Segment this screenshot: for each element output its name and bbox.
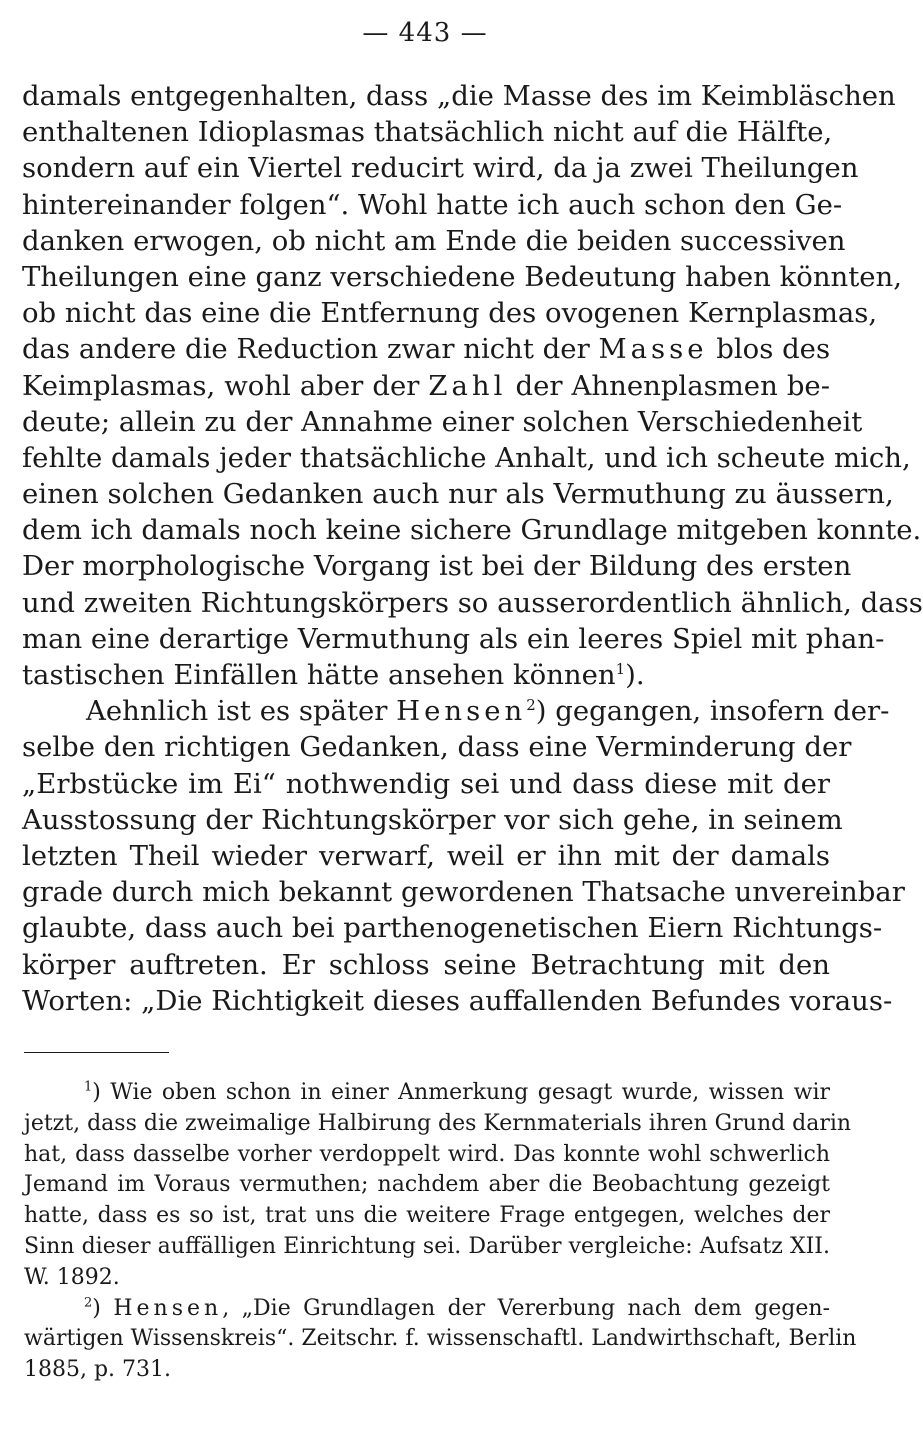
text-line: deute; allein zu der Annahme einer solchen Verschiedenheit: [22, 405, 863, 438]
text-segment: tastischen Einfällen hätte ansehen können: [22, 659, 616, 691]
footnote-ref-1[interactable]: 1: [615, 659, 626, 678]
text-line: Ausstossung der Richtungskörper vor sich gehe, in seinem: [22, 803, 843, 836]
text-segment: ) gegangen, insofern der-: [535, 695, 890, 728]
text-line: [22, 693, 890, 729]
text-line: Der morphologische Vorgang ist bei der Bildung des ersten: [22, 550, 852, 583]
footnotes: [24, 1078, 857, 1386]
footnote-divider: [24, 1052, 169, 1053]
footnote-line: jetzt, dass die zweimalige Halbirung des Kernmaterials ihren Grund darin: [24, 1110, 852, 1136]
text-segment: der Ahnenplasmen be-: [506, 369, 831, 402]
footnote-line: hatte, dass es so ist, trat uns die weitere Frage entgegen, welches der: [24, 1203, 830, 1229]
text-line: [22, 368, 830, 404]
footnote-line: hat, dass dasselbe vorher verdoppelt wird. Das konnte wohl schwerlich: [24, 1141, 830, 1167]
text-line: und zweiten Richtungskörpers so ausserordentlich ähnlich, dass: [22, 586, 923, 619]
text-segment: Aehnlich ist es später: [86, 695, 397, 728]
text-segment: blos des: [707, 333, 831, 366]
emphasis-spaced: Zahl: [428, 369, 507, 402]
text-line: Worten: „Die Richtigkeit dieses auffallenden Befundes voraus-: [22, 984, 893, 1017]
text-segment: ) Wie oben schon in einer Anmerkung gesagt wurde, wissen wir: [92, 1080, 830, 1105]
text-line: dem ich damals noch keine sichere Grundlage mitgeben konnte.: [22, 514, 922, 547]
text-line: ob nicht das eine die Entfernung des ovogenen Kernplasmas,: [22, 297, 878, 330]
footnote-line: wärtigen Wissenskreis“. Zeitschr. f. wissenschaftl. Landwirthschaft, Berlin: [24, 1326, 857, 1352]
emphasis-spaced: Hensen: [396, 695, 527, 728]
footnote-marker-2: 2: [84, 1295, 93, 1311]
footnote-ref-2[interactable]: 2: [526, 696, 536, 715]
text-line: hintereinander folgen“. Wohl hatte ich auch schon den Ge-: [22, 188, 843, 221]
footnote-line: W. 1892.: [24, 1264, 120, 1290]
text-line: fehlte damals jeder thatsächliche Anhalt, und ich scheute mich,: [22, 441, 911, 474]
footnote-line: Jemand im Voraus vermuthen; nachdem aber die Beobachtung gezeigt: [24, 1172, 830, 1198]
text-line: damals entgegenhalten, dass „die Masse des im Keimbläschen: [22, 80, 896, 112]
footnote-line: [24, 1294, 830, 1325]
body-text: [22, 78, 923, 1019]
page-number: — 443 —: [362, 18, 488, 48]
footnote-marker-1: 1: [84, 1079, 93, 1095]
emphasis-spaced: Masse: [598, 333, 708, 366]
text-line: sondern auf ein Viertel reducirt wird, da ja zwei Theilungen: [22, 152, 859, 185]
text-line: [22, 657, 830, 693]
footnote-line: Sinn dieser auffälligen Einrichtung sei. Darüber vergleiche: Aufsatz XII.: [24, 1233, 830, 1259]
footnote-line: [24, 1078, 830, 1109]
text-line: enthaltenen Idioplasmas thatsächlich nicht auf die Hälfte,: [22, 116, 833, 149]
text-segment: ): [92, 1295, 114, 1321]
text-line: danken erwogen, ob nicht am Ende die beiden successiven: [22, 224, 846, 257]
text-line: Theilungen eine ganz verschiedene Bedeutung haben könnten,: [22, 260, 903, 293]
text-segment: Keimplasmas, wohl aber der: [22, 369, 429, 402]
text-line: „Erbstücke im Ei“ nothwendig sei und dass diese mit der: [22, 767, 830, 800]
text-line: selbe den richtigen Gedanken, dass eine Verminderung der: [22, 731, 852, 764]
text-segment: das andere die Reduction zwar nicht der: [22, 333, 599, 366]
text-line: einen solchen Gedanken auch nur als Vermuthung zu äussern,: [22, 478, 894, 511]
footnote-line: 1885, p. 731.: [24, 1357, 172, 1383]
text-line: körper auftreten. Er schloss seine Betrachtung mit den: [22, 948, 830, 981]
text-line: letzten Theil wieder verwarf, weil er ihn mit der damals: [22, 839, 830, 872]
text-line: grade durch mich bekannt gewordenen Thatsache unvereinbar: [22, 876, 905, 909]
text-line: glaubte, dass auch bei parthenogenetischen Eiern Richtungs-: [22, 912, 883, 945]
text-line: man eine derartige Vermuthung als ein leeres Spiel mit phan-: [22, 622, 885, 655]
text-line: [22, 331, 830, 367]
text-segment: , „Die Grundlagen der Vererbung nach dem gegen-: [222, 1295, 830, 1321]
emphasis-spaced: Hensen: [113, 1295, 223, 1321]
text-segment: ).: [625, 659, 645, 691]
